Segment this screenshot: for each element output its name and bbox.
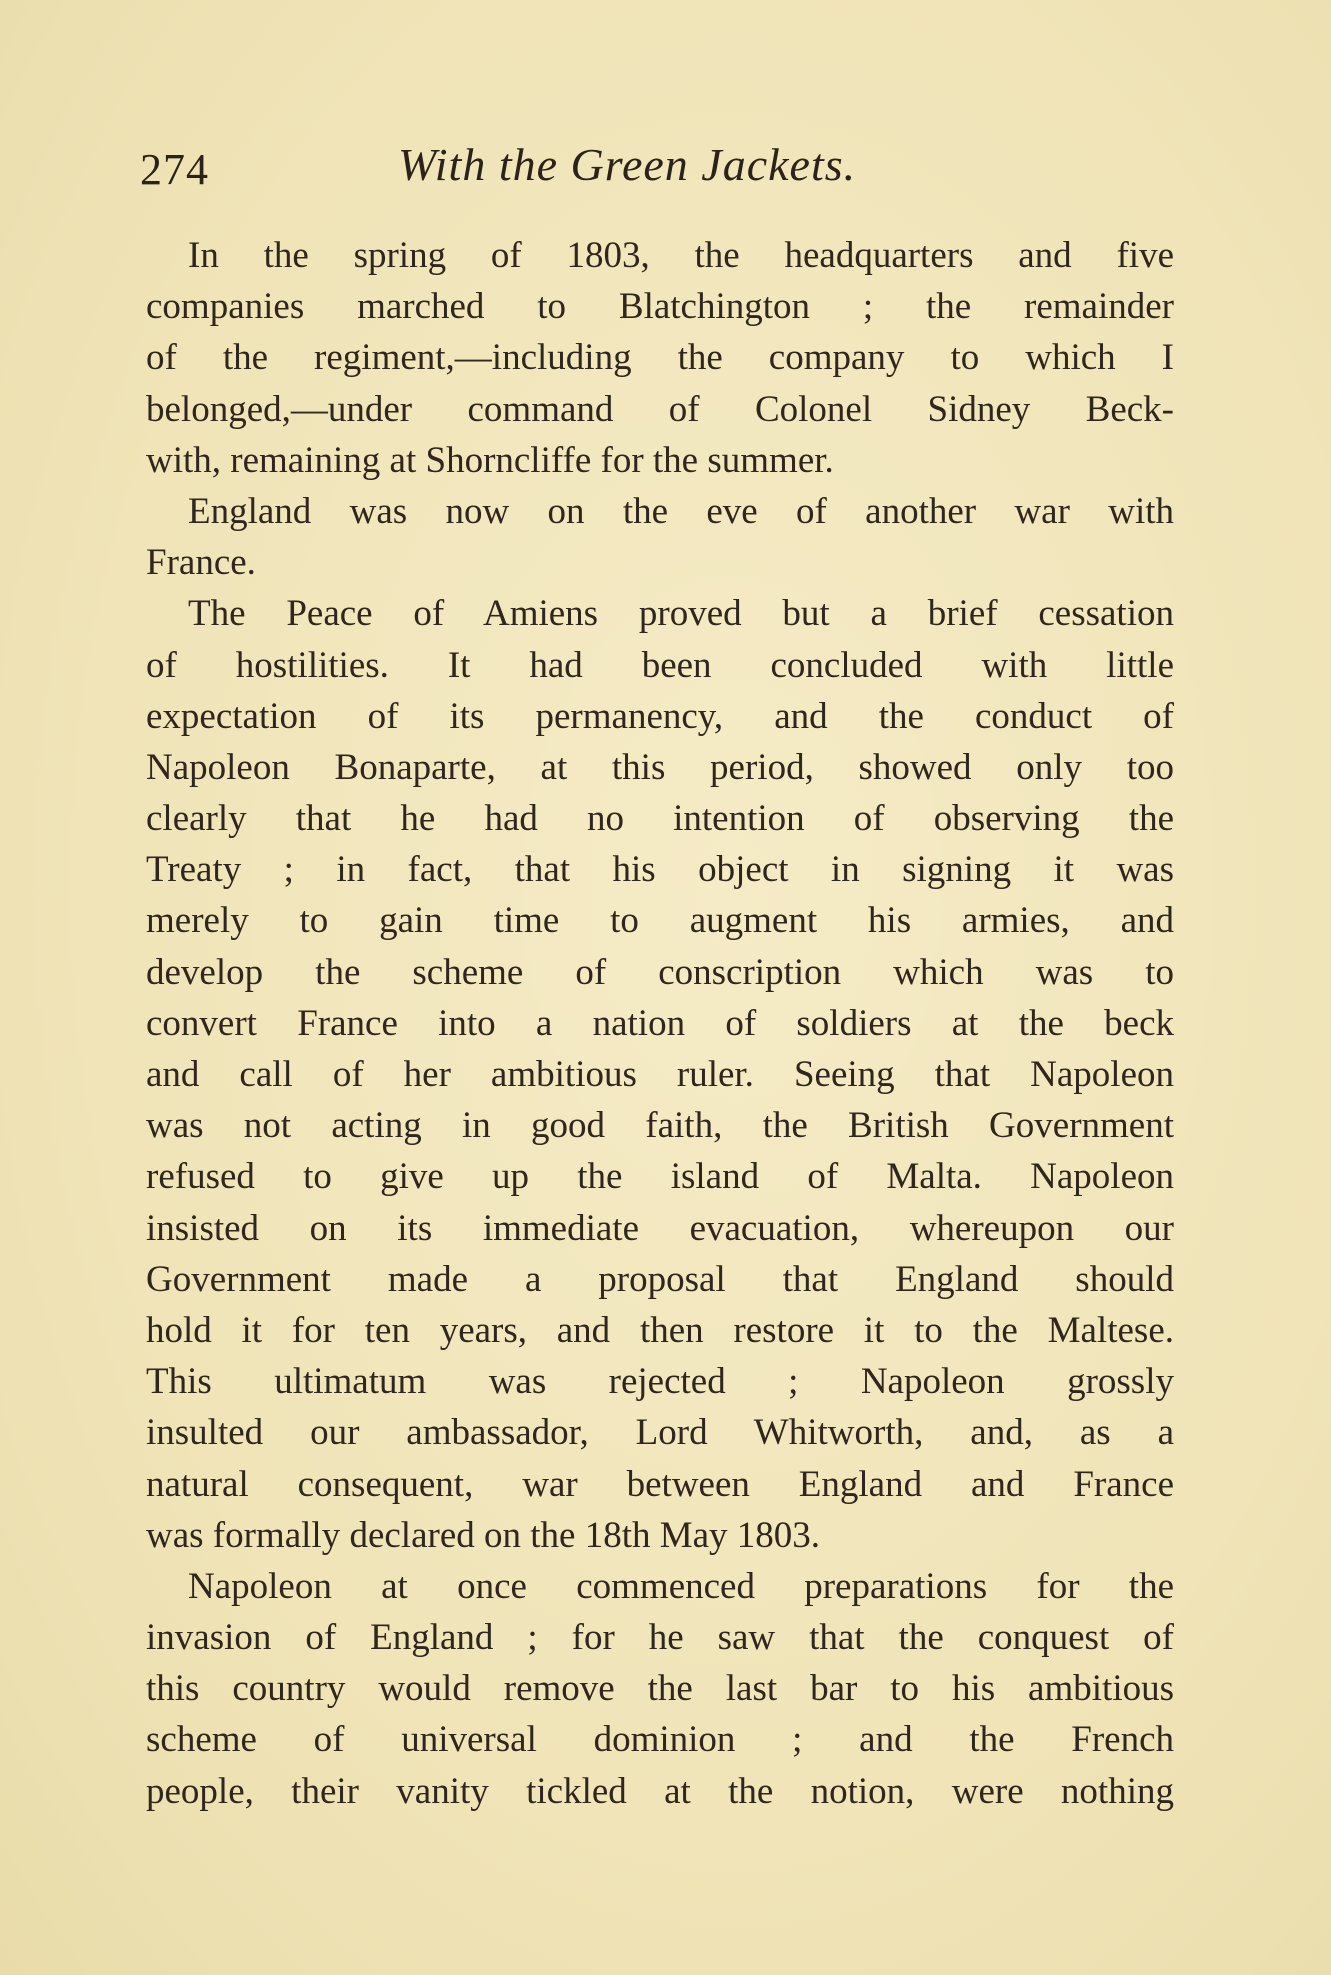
text-line: insisted on its immediate evacuation, whereupon our [146, 1207, 1174, 1249]
text-line: refused to give up the island of Malta. Napoleon [146, 1156, 1174, 1198]
text-line: develop the scheme of conscription which was to [146, 951, 1174, 993]
text-line: people, their vanity tickled at the notion, were nothing [146, 1770, 1174, 1812]
text-line: this country would remove the last bar to his ambitious [146, 1668, 1174, 1710]
page-header [140, 138, 1180, 208]
text-line: Government made a proposal that England should [146, 1258, 1174, 1300]
text-line: of hostilities. It had been concluded with little [146, 644, 1174, 686]
text-line: convert France into a nation of soldiers at the beck [146, 1002, 1174, 1044]
text-line: invasion of England ; for he saw that the conquest of [146, 1617, 1174, 1659]
text-line: This ultimatum was rejected ; Napoleon grossly [146, 1361, 1174, 1403]
text-line: was not acting in good faith, the British Government [146, 1105, 1174, 1147]
text-line: merely to gain time to augment his armies, and [146, 900, 1174, 942]
text-line: natural consequent, war between England and France [146, 1463, 1174, 1505]
text-line: Napoleon at once commenced preparations for the [188, 1565, 1174, 1607]
text-line: expectation of its permanency, and the conduct of [146, 695, 1174, 737]
text-line: insulted our ambassador, Lord Whitworth, and, as a [146, 1412, 1174, 1454]
text-line: England was now on the eve of another war with [188, 490, 1174, 532]
text-line: In the spring of 1803, the headquarters and five [188, 235, 1174, 276]
running-title: With the Green Jackets. [398, 139, 857, 190]
text-line: of the regiment,—including the company to which I [146, 337, 1174, 379]
text-line: belonged,—under command of Colonel Sidney Beck- [146, 388, 1174, 430]
text-line: scheme of universal dominion ; and the French [146, 1719, 1174, 1761]
text-line: The Peace of Amiens proved but a brief cessation [188, 593, 1174, 635]
text-line: with, remaining at Shorncliffe for the summer. [146, 439, 834, 481]
text-line: Napoleon Bonaparte, at this period, showed only too [146, 746, 1174, 788]
body-text [146, 230, 1174, 1817]
text-line: clearly that he had no intention of observing the [146, 798, 1174, 840]
text-line: companies marched to Blatchington ; the remainder [146, 286, 1174, 328]
text-line: Treaty ; in fact, that his object in signing it was [146, 849, 1174, 891]
page-number: 274 [140, 145, 209, 194]
text-line: and call of her ambitious ruler. Seeing that Napoleon [146, 1054, 1174, 1095]
text-line: France. [146, 542, 256, 584]
text-line: hold it for ten years, and then restore it to the Maltese. [146, 1309, 1174, 1351]
text-line: was formally declared on the 18th May 1803. [146, 1514, 821, 1556]
